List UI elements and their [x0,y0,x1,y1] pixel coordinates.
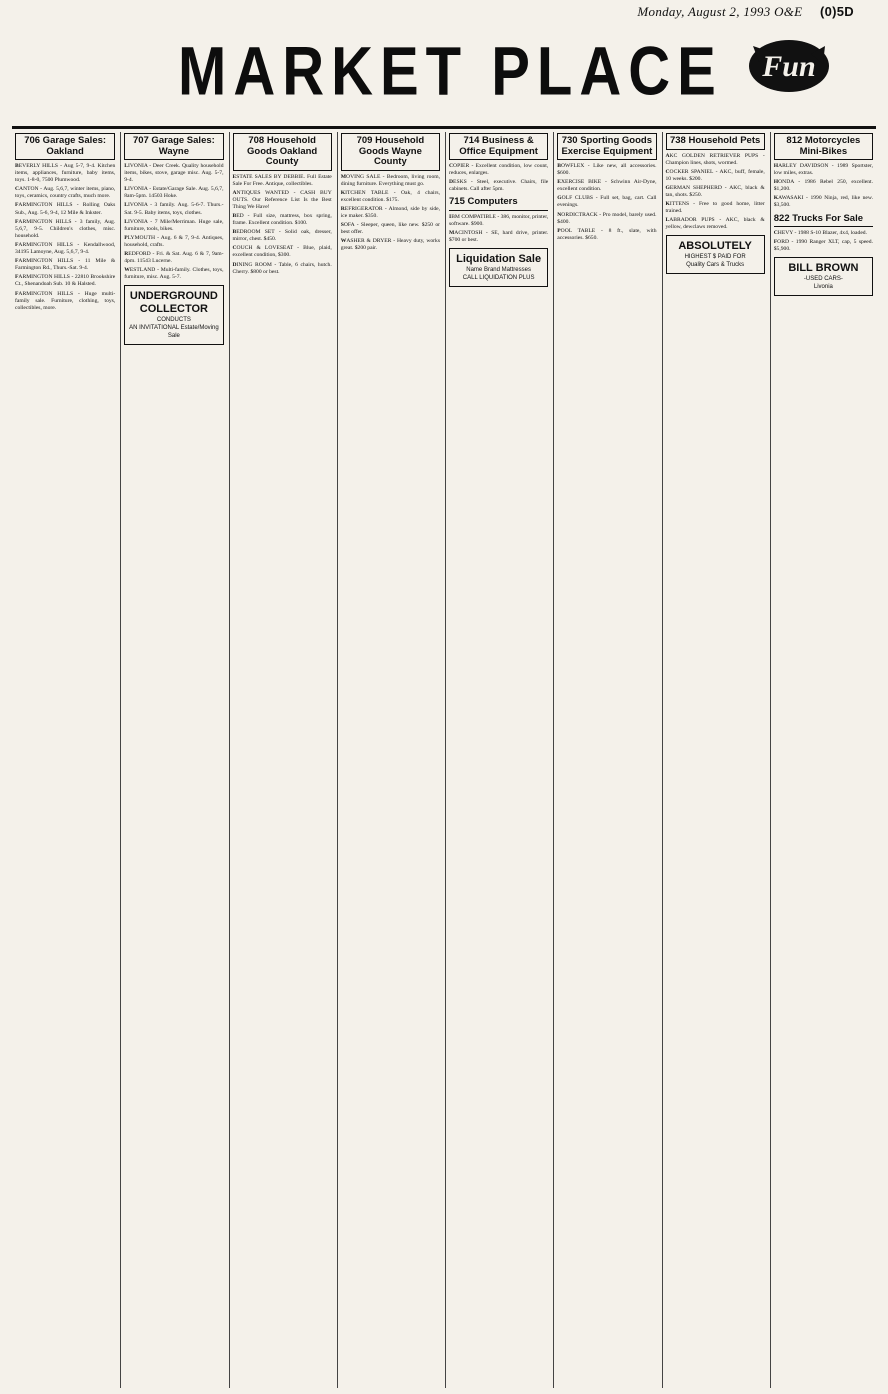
ad-listing: ANTIQUES WANTED - CASH BUY OUTS. Our Reference List Is the Best Thing We Have! [232,189,332,210]
ad-title: Liquidation Sale [456,253,542,266]
ad-text: CALL LIQUIDATION PLUS [462,275,535,282]
ad-listing: LIVONIA - 7 Mile/Merriman. Huge sale, furniture, tools, bikes. [124,218,224,232]
ad-listing: SOFA - Sleeper, queen, like new. $250 or best offer. [340,222,440,236]
ad-listing: PLYMOUTH - Aug. 6 & 7, 9-4. Antiques, household, crafts. [124,234,224,248]
ad-listing: DINING ROOM - Table, 6 chairs, hutch. Cherry. $800 or best. [232,261,332,275]
bill-brown-used-cars-ad [774,257,873,296]
column-garage-oakland [12,132,118,1388]
column-household-wayne [337,132,443,1388]
section-heading: 822 Trucks For Sale [774,212,873,228]
ad-listing: HARLEY DAVIDSON - 1989 Sportster, low miles, extras. [773,163,873,177]
ad-listing: COPIER - Excellent condition, low count, reduces, enlarges. [449,163,549,177]
section-heading: 715 Computers [449,195,548,211]
ad-listing: COUCH & LOVESEAT - Blue, plaid, excellent condition, $300. [232,245,332,259]
ad-listing: BOWFLEX - Like new, all accessories. $600. [557,163,657,177]
ad-listing: FARMINGTON HILLS - 11 Mile & Farmington Rd., Thurs.-Sat. 9-4. [15,258,116,272]
column-sporting-goods [553,132,659,1388]
ad-listing: REDFORD - Fri. & Sat. Aug. 6 & 7, 9am-4pm. 11543 Lucerne. [124,251,224,265]
column-household-pets [662,132,768,1388]
column-garage-wayne [120,132,226,1388]
ad-text: AN INVITATIONAL Estate/Moving Sale [129,325,219,340]
masthead [0,28,888,110]
ad-listing: GERMAN SHEPHERD - AKC, black & tan, shots. $250. [665,184,765,198]
column-business-equipment [445,132,551,1388]
ad-listing: EXERCISE BIKE - Schwinn Air-Dyne, excellent condition. [557,179,657,193]
ad-listing: HONDA - 1986 Rebel 250, excellent. $1,200. [773,179,873,193]
issue-date: Monday, August 2, 1993 [637,4,771,19]
section-heading: 730 Sporting Goods Exercise Equipment [557,133,656,160]
ad-listing: BED - Full size, mattress, box spring, frame. Excellent condition. $100. [232,212,332,227]
ad-listing: LABRADOR PUPS - AKC, black & yellow, dewclaws removed. [665,217,765,231]
ad-text: -USED CARS- [803,276,843,283]
ad-listing: CHEVY - 1988 S-10 Blazer, 4x4, loaded. [773,230,868,237]
ad-listing: FARMINGTON HILLS - 22810 Brookshire Ct., Shenandoah Sub. 10 & Halsted. [15,274,116,288]
column-motorcycles-trucks [770,132,876,1388]
ad-listing: MACINTOSH - SE, hard drive, printer. $700 or best. [449,230,549,244]
ad-listing: POOL TABLE - 8 ft., slate, with accessories. $650. [557,227,657,241]
ad-listing: ESTATE SALES BY DEBBIE. Full Estate Sale For Free. Antique, collectibles. [232,173,332,187]
section-heading: 707 Garage Sales: Wayne [124,133,223,160]
page-number: (0)5D [819,4,854,19]
ad-title: UNDERGROUND COLLECTOR [129,290,218,316]
fun-logo-icon [745,34,833,98]
liquidation-sale-ad [449,248,548,287]
ad-listing: FORD - 1990 Ranger XLT, cap, 5 speed. $5,900. [773,239,873,253]
section-heading: 709 Household Goods Wayne County [341,133,440,171]
ad-text: Livonia [813,284,833,291]
section-heading: 708 Household Goods Oakland County [233,133,332,171]
ad-listing: FARMINGTON HILLS - Rolling Oaks Sub., Aug. 5-6, 9-4, 12 Mile & Inkster. [15,202,116,216]
ad-listing: DESKS - Steel, executive. Chairs, file cabinets. Call after 5pm. [449,179,549,193]
ad-text: Quality Cars & Trucks [686,262,745,269]
ad-listing: REFRIGERATOR - Almond, side by side, ice maker. $350. [340,205,440,219]
ad-listing: WESTLAND - Multi-family. Clothes, toys, furniture, misc. Aug. 5-7. [124,267,224,281]
ad-text: Name Brand Mattresses [466,267,531,274]
ad-listing: IBM COMPATIBLE - 386, monitor, printer, software. $900. [449,213,549,227]
ad-listing: KITTENS - Free to good home, litter trained. [665,201,765,215]
masthead-title: MARKET PLACE [178,33,723,110]
ad-listing: KAWASAKI - 1990 Ninja, red, like new. $3,500. [773,195,873,209]
ad-listing: LIVONIA - 3 family. Aug. 5-6-7. Thurs.-Sat. 9-5. Baby items, toys, clothes. [124,202,224,216]
ad-listing: COCKER SPANIEL - AKC, buff, female, 10 weeks. $200. [665,168,765,182]
ad-listing: WASHER & DRYER - Heavy duty, works great. $200 pair. [340,238,440,252]
ad-listing: CANTON - Aug. 5,6,7, winter items, piano, toys, ceramics, country crafts, much more. [15,186,116,200]
ad-text: HIGHEST $ PAID FOR [684,254,746,261]
section-heading: 738 Household Pets [666,133,765,150]
ad-listing: AKC GOLDEN RETRIEVER PUPS - Champion lines, shots, wormed. [665,152,765,166]
dateline [0,4,888,22]
section-heading: 714 Business & Office Equipment [449,133,548,160]
ad-text: CONDUCTS [156,317,191,324]
ad-listing: FARMINGTON HILLS - 3 family, Aug. 5,6,7, 9-5. Children's clothes, misc. household. [15,218,116,239]
section-heading: 706 Garage Sales: Oakland [15,133,115,160]
classified-columns [12,132,876,1388]
edition-label: O&E [774,4,803,19]
ad-listing: BEVERLY HILLS - Aug 5-7, 9-4. Kitchen items, appliances, furniture, baby items, toys. 1-8-0, 7500 Plumwood. [15,163,116,184]
masthead-rule [12,126,876,129]
ad-listing: KITCHEN TABLE - Oak, 4 chairs, excellent condition. $175. [340,189,440,203]
underground-collector-ad [124,285,223,345]
ad-title: ABSOLUTELY [678,240,752,253]
absolutely-cash-ad [666,235,765,274]
ad-listing: FARMINGTON HILLS - Kendallwood, 34195 Lamoyne, Aug. 5,6,7, 9-4. [15,241,116,256]
ad-listing: LIVONIA - Deer Creek. Quality household items, bikes, stove, garage misc. Aug. 5-7, 9-4. [124,163,224,184]
ad-listing: FARMINGTON HILLS - Huge multi-family sale. Furniture, clothing, toys, collectibles, more. [15,290,116,311]
ad-title: BILL BROWN [788,262,859,275]
ad-listing: NORDICTRACK - Pro model, barely used. $400. [557,211,657,225]
svg-text:Fun: Fun [762,50,816,83]
ad-listing: GOLF CLUBS - Full set, bag, cart. Call evenings. [557,195,657,209]
ad-listing: MOVING SALE - Bedroom, living room, dining furniture. Everything must go. [340,173,440,187]
ad-listing: BEDROOM SET - Solid oak, dresser, mirror, chest. $450. [232,229,332,243]
column-household-oakland [229,132,335,1388]
section-heading: 812 Motorcycles Mini-Bikes [774,133,873,160]
ad-listing: LIVONIA - Estate/Garage Sale. Aug. 5,6,7, 8am-5pm. 14503 Hoke. [124,186,224,200]
